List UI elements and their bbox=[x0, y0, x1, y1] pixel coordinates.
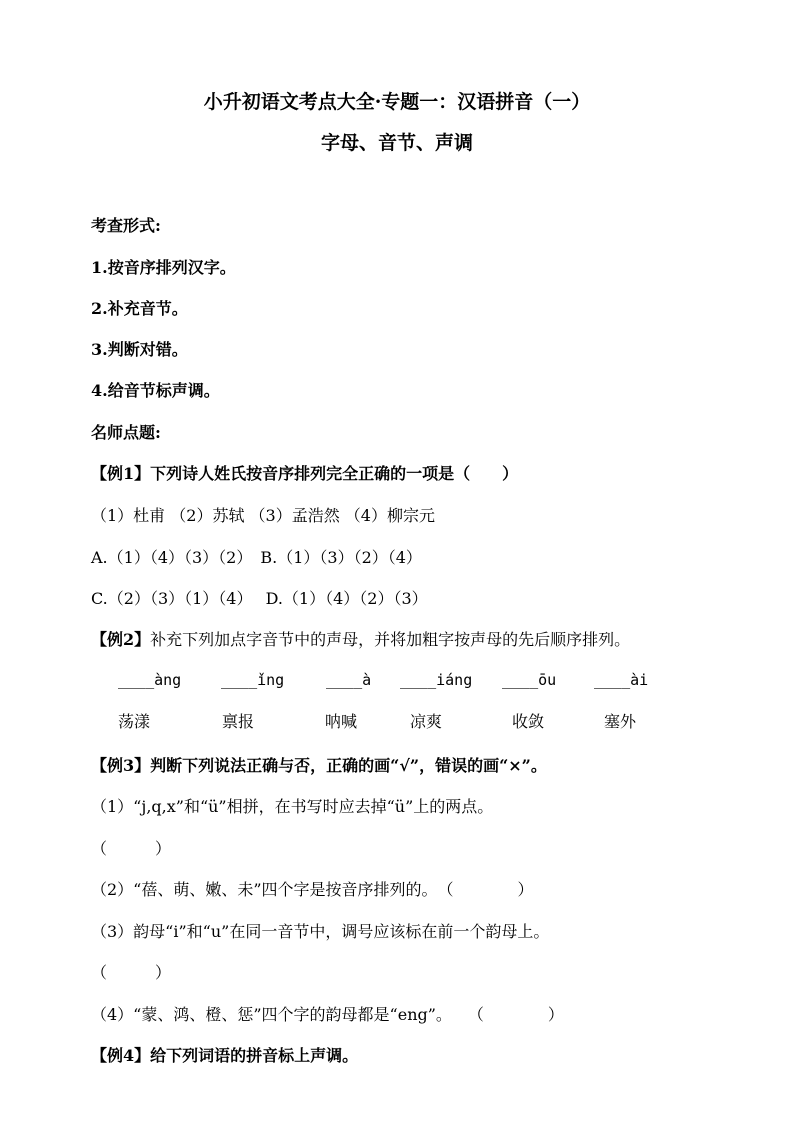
pinyin-blank: ____ōu bbox=[502, 671, 557, 689]
exam-form-item: 1.按音序排列汉字。 bbox=[91, 258, 236, 277]
teacher-tips-heading: 名师点题: bbox=[91, 423, 161, 442]
word-item: 凉爽 bbox=[410, 712, 443, 731]
exam-form-item: 2.补充音节。 bbox=[91, 299, 188, 318]
word-item: 荡漾 bbox=[118, 712, 151, 731]
example-3-label: 【例3】 bbox=[91, 756, 151, 775]
example-3-item-1: （1）“j,q,x”和“ü”相拼，在书写时应去掉“ü”上的两点。 bbox=[91, 797, 494, 816]
pinyin-blank: ____ài bbox=[594, 671, 649, 689]
pinyin-row bbox=[0, 671, 794, 693]
exam-form-item: 3.判断对错。 bbox=[91, 340, 188, 359]
example-3-item-2: （2）“蓓、萌、嫩、未”四个字是按音序排列的。 （ ） bbox=[91, 880, 534, 899]
word-item: 收敛 bbox=[512, 712, 545, 731]
pinyin-blank: ____ǐng bbox=[221, 671, 285, 689]
example-3-item-4: （4）“蒙、鸿、橙、惩”四个字的韵母都是“eng”。 （ ） bbox=[91, 1005, 564, 1024]
example-4-question: 给下列词语的拼音标上声调。 bbox=[150, 1046, 359, 1065]
example-3-question-line bbox=[91, 753, 547, 776]
example-3-question: 判断下列说法正确与否，正确的画“√”，错误的画“×”。 bbox=[150, 756, 547, 775]
pinyin-blank: ____àng bbox=[118, 671, 182, 689]
example-1-options-ab: A.（1）（4）（3）（2） B.（1）（3）（2）（4） bbox=[91, 548, 422, 567]
example-4-label: 【例4】 bbox=[91, 1046, 151, 1065]
example-1-question-line bbox=[91, 461, 518, 484]
example-1-options-cd: C.（2）（3）（1）（4） D.（1）（4）（2）（3） bbox=[91, 589, 428, 608]
word-item: 禀报 bbox=[222, 712, 255, 731]
word-item: 塞外 bbox=[604, 712, 637, 731]
example-1-names: （1）杜甫 （2）苏轼 （3）孟浩然 （4）柳宗元 bbox=[91, 506, 435, 525]
example-3-item-3-answer: （ ） bbox=[91, 963, 172, 982]
example-3-item-1-answer: （ ） bbox=[91, 839, 172, 858]
word-item: 呐喊 bbox=[325, 712, 358, 731]
document-title: 小升初语文考点大全·专题一：汉语拼音（一） bbox=[203, 91, 591, 113]
words-row bbox=[0, 709, 794, 733]
example-4-question-line bbox=[91, 1043, 358, 1066]
pinyin-blank: ____à bbox=[326, 671, 372, 689]
exam-forms-heading: 考查形式: bbox=[91, 216, 161, 235]
document-subtitle: 字母、音节、声调 bbox=[320, 132, 473, 154]
pinyin-blank: ____iáng bbox=[400, 671, 473, 689]
exam-form-item: 4.给音节标声调。 bbox=[91, 381, 220, 400]
example-2-question-line bbox=[91, 627, 630, 650]
example-1-question: 下列诗人姓氏按音序排列完全正确的一项是（ ） bbox=[150, 464, 519, 483]
example-3-item-3: （3）韵母“i”和“u”在同一音节中，调号应该标在前一个韵母上。 bbox=[91, 922, 550, 941]
example-2-question: 补充下列加点字音节中的声母，并将加粗字按声母的先后顺序排列。 bbox=[150, 630, 631, 649]
example-2-label: 【例2】 bbox=[91, 630, 151, 649]
example-1-label: 【例1】 bbox=[91, 464, 151, 483]
